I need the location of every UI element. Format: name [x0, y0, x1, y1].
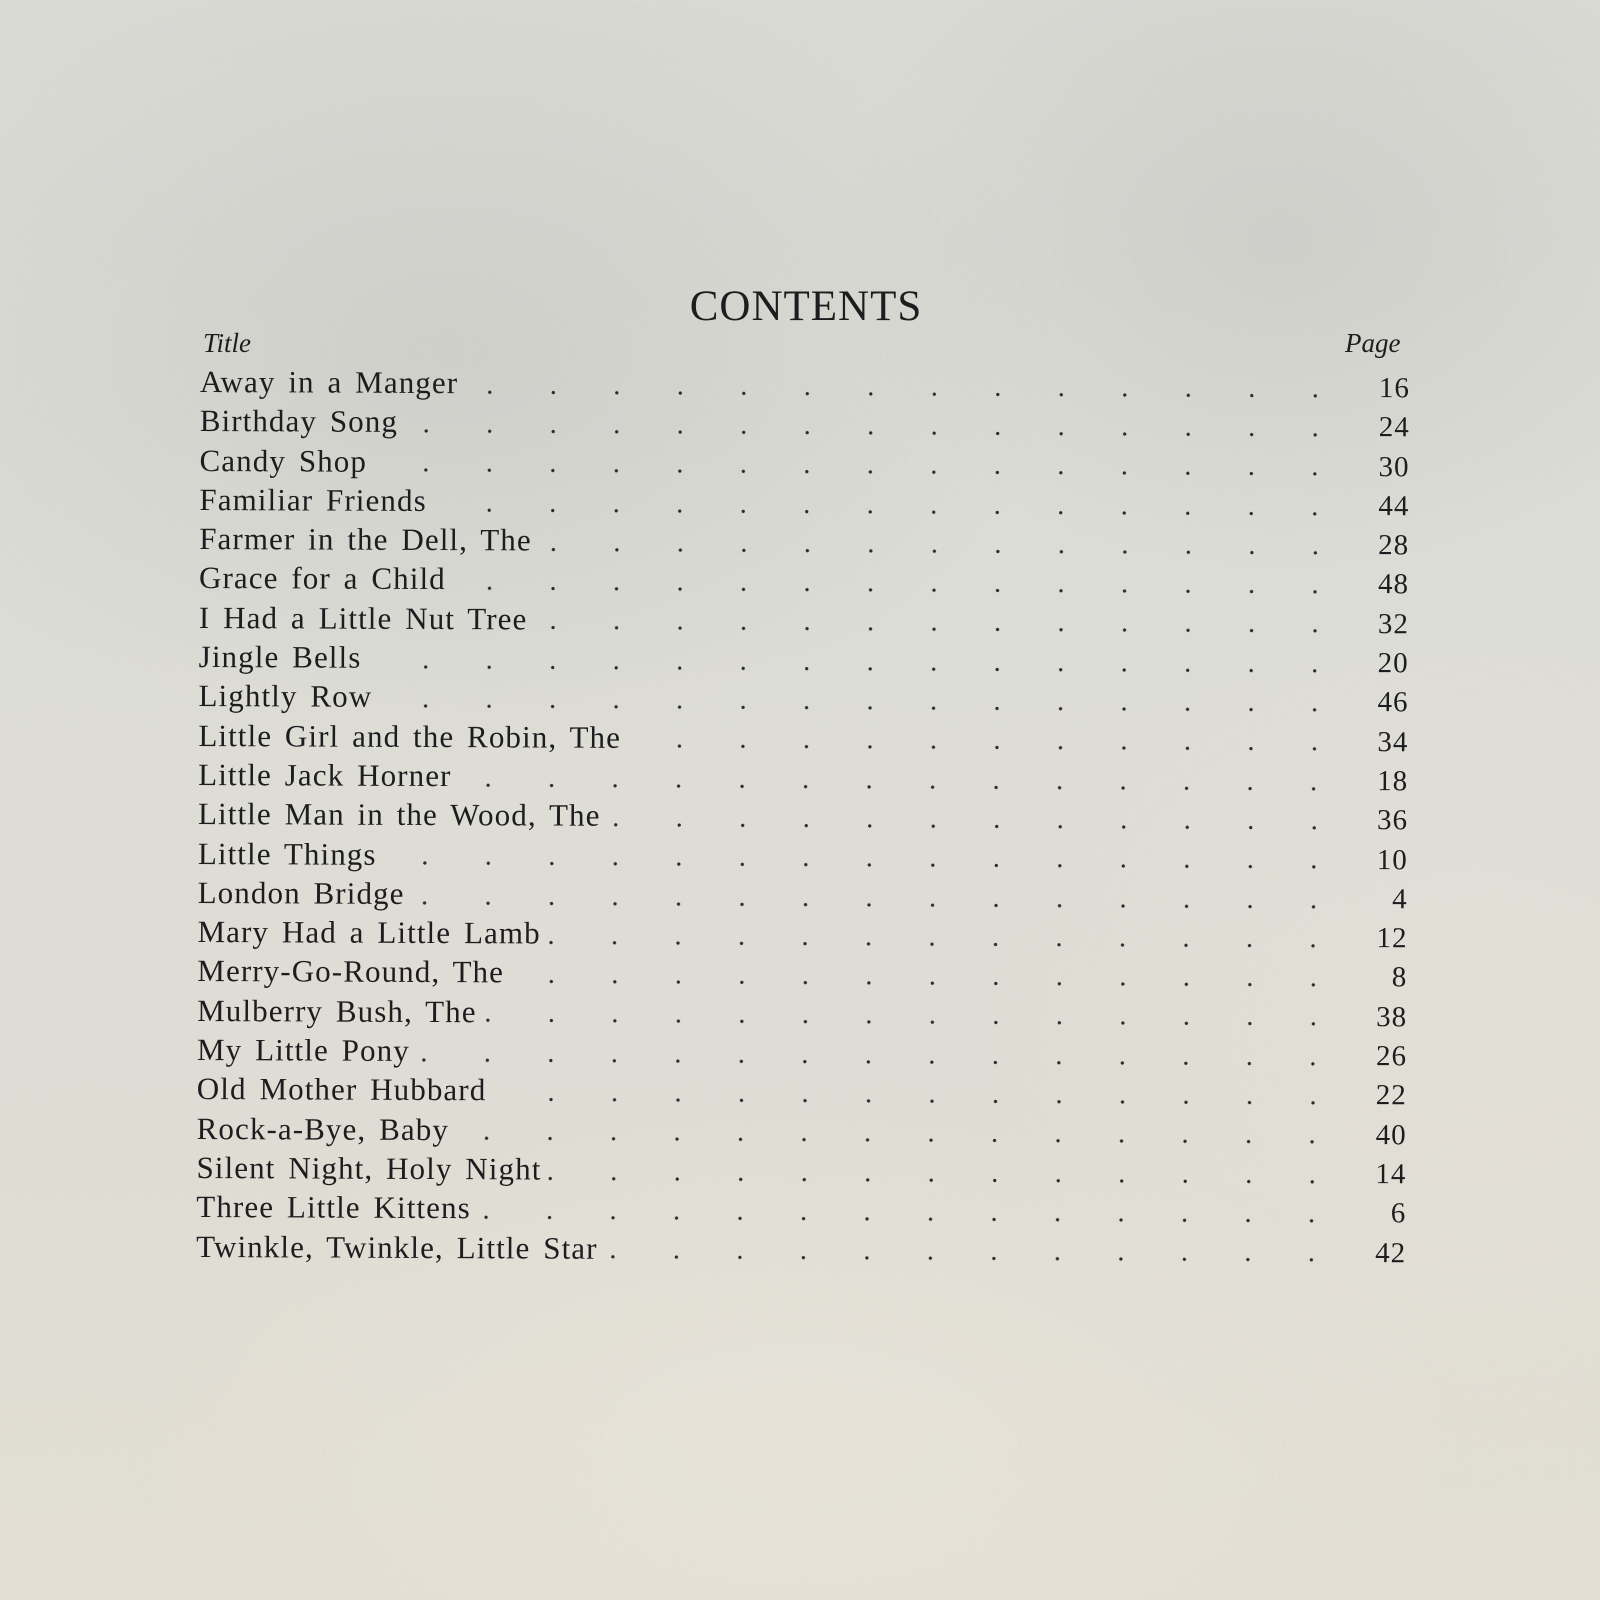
dot-leader	[510, 979, 1343, 987]
contents-entry	[200, 364, 1410, 409]
contents-entry	[197, 1111, 1407, 1156]
entry-page-number: 32	[1377, 607, 1409, 641]
entry-title: Little Man in the Wood, The	[197, 796, 601, 834]
entry-page-number: 34	[1377, 725, 1409, 758]
contents-entry	[197, 993, 1407, 1038]
entry-page-number: 42	[1375, 1236, 1407, 1269]
dot-leader	[607, 823, 1344, 830]
contents-entry	[199, 600, 1409, 645]
dot-leader	[464, 390, 1346, 398]
entry-title: London Bridge	[197, 874, 405, 911]
entry-page-number: 6	[1390, 1197, 1407, 1230]
entry-page-number: 22	[1375, 1079, 1407, 1112]
contents-entry	[199, 521, 1409, 566]
entry-page-number: 14	[1375, 1158, 1407, 1191]
entry-title: Little Girl and the Robin, The	[198, 717, 622, 755]
dot-leader	[477, 1215, 1343, 1223]
contents-entry	[197, 914, 1407, 959]
contents-entry	[196, 1229, 1406, 1274]
contents-entry	[198, 678, 1408, 723]
entry-page-number: 20	[1377, 647, 1409, 680]
dot-leader	[404, 429, 1346, 437]
entry-title: Mulberry Bush, The	[197, 992, 477, 1029]
entry-title: Farmer in the Dell, The	[199, 521, 532, 558]
contents-list	[196, 364, 1410, 1273]
entry-page-number: 16	[1378, 372, 1410, 405]
entry-title: Twinkle, Twinkle, Little Star	[196, 1228, 598, 1266]
entry-title: Candy Shop	[199, 442, 368, 479]
entry-title: Lightly Row	[198, 678, 373, 715]
entry-page-number: 24	[1378, 411, 1410, 444]
entry-title: Little Things	[197, 835, 377, 872]
entry-page-number: 38	[1376, 1000, 1408, 1034]
entry-page-number: 30	[1378, 450, 1410, 483]
entry-title: Grace for a Child	[198, 560, 446, 597]
dot-leader	[411, 900, 1344, 908]
entry-page-number: 28	[1378, 529, 1410, 562]
entry-page-number: 10	[1376, 843, 1408, 876]
dot-leader	[483, 1019, 1343, 1027]
dot-leader	[416, 1058, 1343, 1066]
entry-title: Mary Had a Little Lamb	[197, 914, 541, 951]
dot-leader	[604, 1255, 1343, 1262]
entry-title: Old Mother Hubbard	[196, 1071, 487, 1108]
entry-page-number: 8	[1391, 961, 1408, 994]
entry-page-number: 18	[1377, 765, 1409, 798]
entry-title: Silent Night, Holy Night	[196, 1149, 542, 1187]
contents-entry	[198, 718, 1408, 763]
entry-title: Little Jack Horner	[198, 756, 452, 794]
page-column-label: Page	[1345, 328, 1401, 358]
dot-leader	[383, 861, 1344, 869]
entry-page-number: 12	[1376, 922, 1408, 955]
entry-page-number: 26	[1375, 1040, 1408, 1073]
entry-title: Birthday Song	[199, 403, 399, 440]
contents-entry	[199, 482, 1409, 527]
dot-leader	[627, 744, 1344, 751]
contents-heading: CONTENTS	[689, 283, 923, 330]
contents-entry	[199, 443, 1409, 488]
entry-page-number: 40	[1375, 1118, 1407, 1151]
dot-leader	[455, 1136, 1343, 1144]
dot-leader	[373, 468, 1346, 476]
dot-leader	[457, 783, 1344, 791]
entry-page-number: 48	[1377, 568, 1410, 601]
contents-entry	[197, 953, 1407, 998]
dot-leader	[433, 508, 1346, 516]
title-column-label: Title	[203, 328, 252, 358]
entry-title: Rock-a-Bye, Baby	[196, 1110, 450, 1147]
contents-entry	[199, 560, 1409, 605]
contents-entry	[197, 1071, 1407, 1116]
contents-entry	[199, 639, 1409, 684]
entry-page-number: 46	[1377, 686, 1409, 719]
dot-leader	[378, 704, 1344, 712]
entry-page-number: 36	[1376, 804, 1409, 837]
contents-entry	[196, 1189, 1406, 1234]
contents-entry	[197, 1032, 1407, 1077]
contents-entry	[196, 1150, 1406, 1195]
entry-title: My Little Pony	[196, 1032, 410, 1068]
entry-title: Three Little Kittens	[196, 1189, 471, 1226]
entry-title: Merry-Go-Round, The	[197, 953, 505, 990]
dot-leader	[492, 1097, 1342, 1105]
entry-title: Jingle Bells	[198, 639, 362, 675]
contents-entry	[198, 875, 1408, 920]
entry-title: Away in a Manger	[199, 364, 459, 401]
entry-title: Familiar Friends	[199, 481, 427, 518]
contents-entry	[198, 757, 1408, 802]
dot-leader	[547, 1176, 1342, 1183]
dot-leader	[538, 547, 1345, 555]
dot-leader	[547, 940, 1344, 947]
entry-page-number: 44	[1378, 490, 1410, 523]
dot-leader	[452, 586, 1345, 594]
contents-entry	[198, 796, 1408, 841]
entry-title: I Had a Little Nut Tree	[198, 599, 528, 637]
dot-leader	[367, 664, 1344, 672]
contents-entry	[198, 836, 1408, 881]
dot-leader	[533, 626, 1344, 634]
contents-entry	[200, 403, 1410, 448]
entry-page-number: 4	[1392, 883, 1408, 916]
